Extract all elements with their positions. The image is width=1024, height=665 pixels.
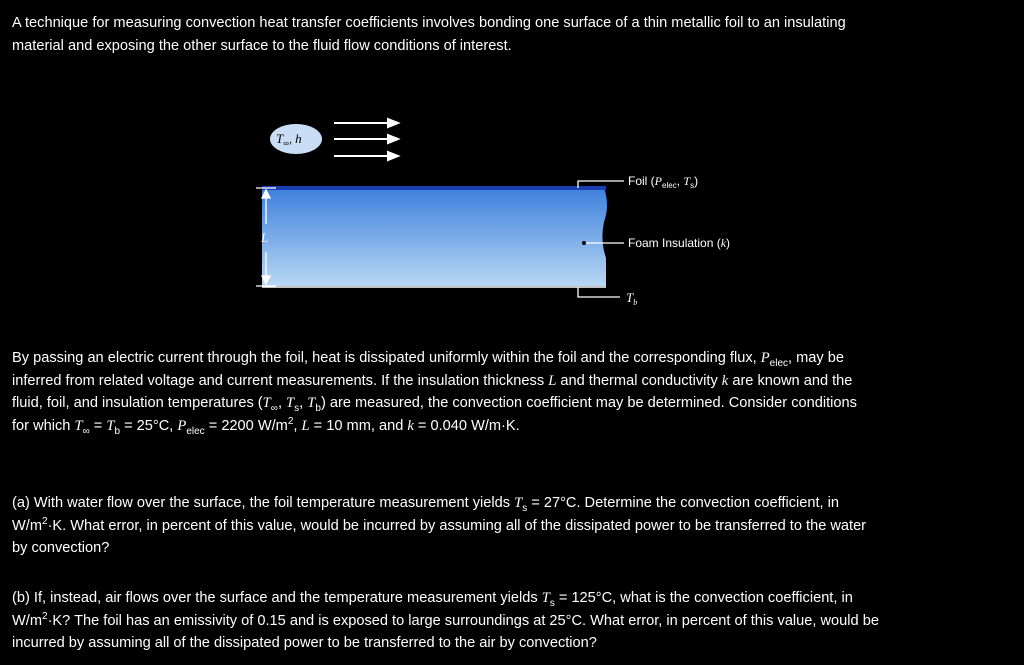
- flow-label: $T_\infty^,$ h: [276, 131, 302, 148]
- thickness-label: L: [261, 230, 269, 245]
- part-b: (b) If, instead, air flows over the surface and the temperature measurement yields $T_s = 125^\circ C$, what is the convection coefficient, in $W/m^2\cdot K$? The foil has an emissivity of 0.15 and is exposed to large surroundings at 25°C. What error, in percent of this value, would be incurred by assuming all of the dissipated power to be transferred to the air by convection?: [12, 590, 879, 651]
- foam-leader-dot: [582, 241, 586, 245]
- flow-arrows: [334, 119, 398, 160]
- problem-statement: By passing an electric current through the foil, heat is dissipated uniformly within the foil and the corresponding flux, $P_{elec}$, may be inferred from related voltage and current measurements. If the insulation thickness L and thermal conductivity k are known and the fluid, foil, and insulation temperatures ($T_\infty$, $T_s$, $T_b$) are measured, the convection coefficient may be determined. Consider conditions for which $T_\infty = T_b = 25^\circ C$, $P_{elec} = 2200$ $W/m^2$, L = 10 mm, and k = 0.040 W/m·K.: [12, 350, 857, 437]
- part-a: (a) With water flow over the surface, the foil temperature measurement yields $T_s = 27^\circ C$. Determine the convection coefficient, in $W/m^2\cdot K$. What error, in percent of this value, would be incurred by assuming all of the dissipated power to be transferred to the water by convection?: [12, 495, 867, 556]
- tb-leader: [578, 287, 620, 297]
- foil-label: Foil ($P_{elec}$, $T_s$): [628, 174, 699, 190]
- foam-label: Foam Insulation (k): [628, 236, 731, 250]
- intro-line-2: material and exposing the other surface to the fluid flow conditions of interest.: [12, 37, 512, 54]
- foil-layer: [262, 186, 606, 190]
- intro-line-1: A technique for measuring convection heat transfer coefficients involves bonding one surface of a thin metallic foil to an insulating: [12, 15, 846, 31]
- foam-insulation: [262, 188, 607, 286]
- tb-label: $T_b$: [626, 290, 638, 307]
